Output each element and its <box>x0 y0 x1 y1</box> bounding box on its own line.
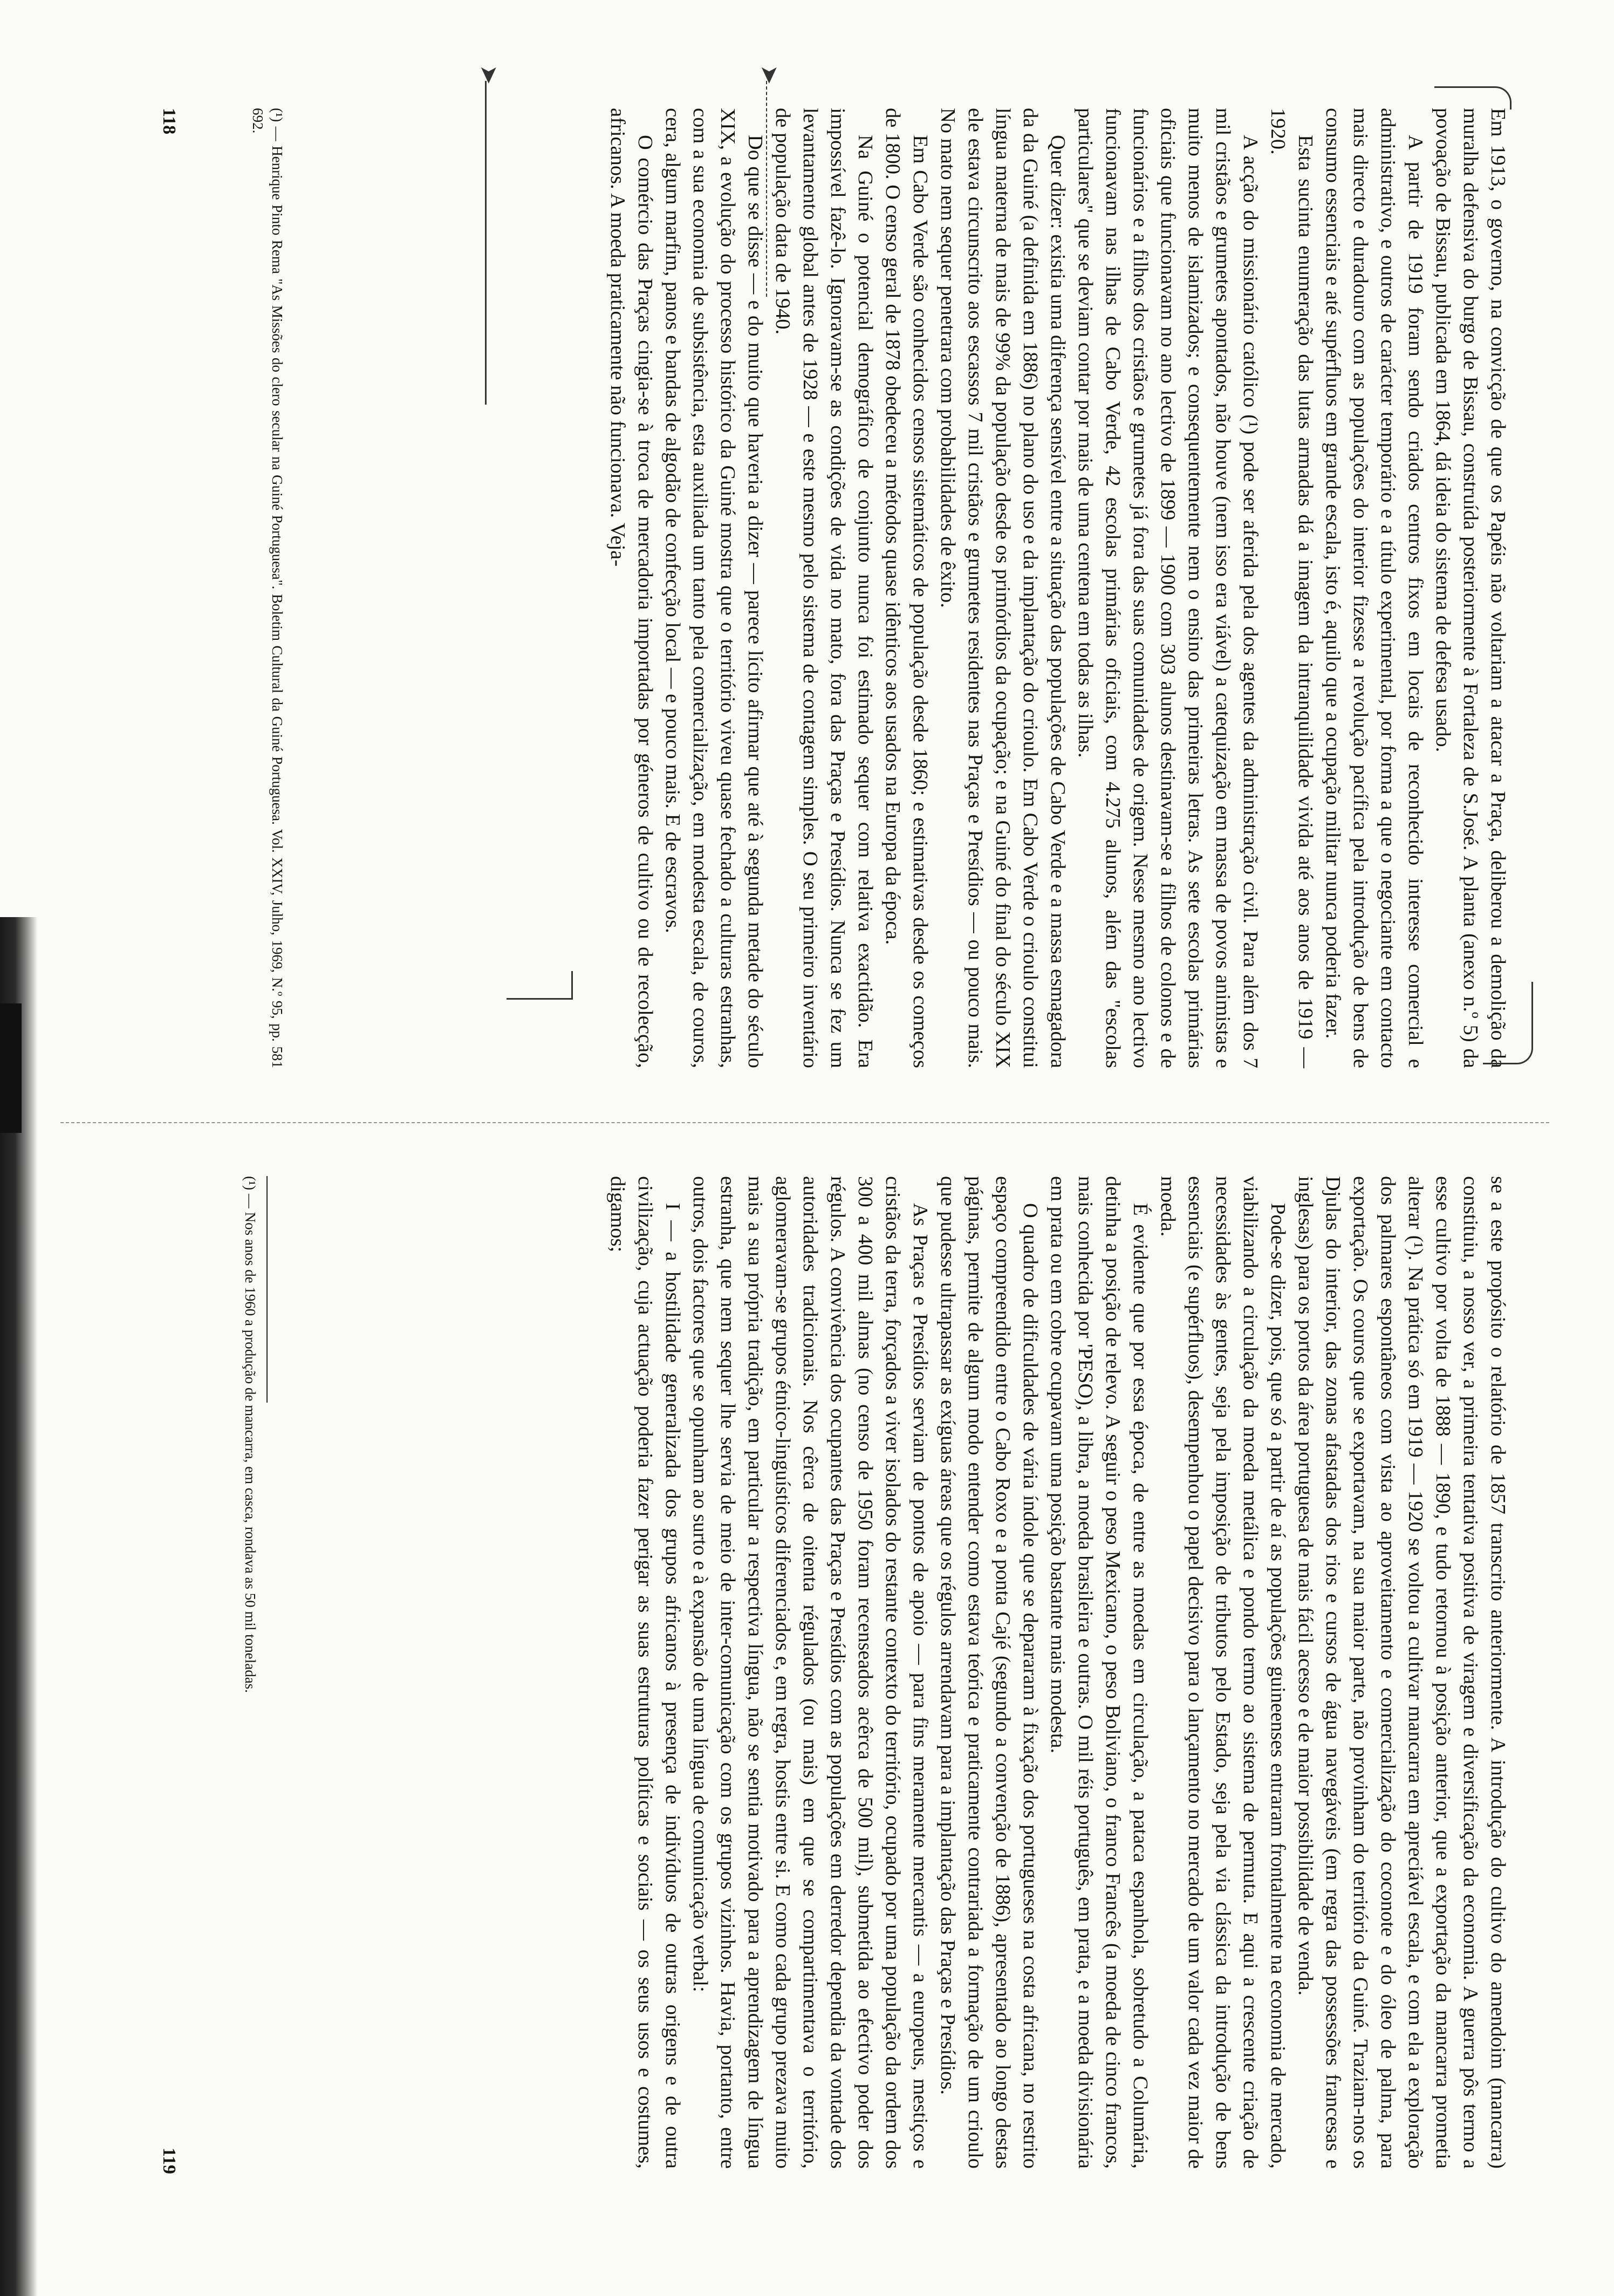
arrowhead-icon-2: ➤ <box>475 65 503 85</box>
right-page-number: 119 <box>159 2147 179 2174</box>
page-fold-line <box>60 1122 1549 1123</box>
arrowhead-icon: ➤ <box>756 65 783 85</box>
left-paragraph-8: Do que se disse — e do muito que haveria a dizer — parece lícito afirmar que até à segunda metade do século XIX, a evolução do processo histórico da Guiné mostra que o território viveu quase fechado a culturas estranhas, com a sua economia de subsistência, esta auxiliada um tanto pela comercialização, em modesta escala, de couros, cera, algum marfim, panos e bandas de algodão de confecção local — e pouco mais. E de escravos. <box>661 108 767 1068</box>
left-paragraph-7: Na Guiné o potencial demográfico de conjunto nunca foi estimado sequer com relativa exactidão. Era impossível fazê-lo. Ignoravam-se as condições de vida no mato, fora das Praças e Presídios. Nunca se fez um levantamento global antes de 1928 — e este mesmo pelo sistema de contagem simples. O seu primeiro inventário de população data de 1940. <box>771 108 877 1068</box>
left-paragraph-9: O comércio das Praças cingia-se à troca de mercadoria importadas por géneros de cultivo ou de recolecção, africanos. A moeda praticamente não funcionava. Veja- <box>606 108 656 1068</box>
left-page <box>71 97 1528 1079</box>
right-paragraph-3: É evidente que por essa época, de entre as moedas em circulação, a pataca espanhola, sobretudo a Columária, detinha a posição de relevo. A seguir o peso Mexicano, o peso Boliviano, o franco Francês (a moeda de cinco francos, mais conhecida por 'PESO), a libra, a moeda brasileira e outras. O mil réis português, em prata, e a moeda divisionária em prata ou em cobre ocupavam uma posição bastante mais modesta. <box>1047 1176 1152 2169</box>
right-paragraph-1: se a este propósito o relatório de 1857 transcrito anteriormente. A introdução do cultivo do amendoim (mancarra) constituiu, a nosso ver, a primeira tentativa positiva de viragem e diversificação da economia. A guerra pôs termo a esse cultivo por volta de 1888 — 1890, e tudo retornou à posição anterior, que a exportação da mancarra prometia alterar (¹). Na prática só em 1919 — 1920 se voltou a cultivar mancarra em apreciável escala, e com ela a exploração dos palmares espontâneos com vista ao aproveitamento e comercialização do coconote e do óleo de palma, para exportação. Os couros que se exportavam, na sua maior parte, não provinham do território da Guiné. Traziam-nos os Djulas do interior, das zonas afastadas dos rios e cursos de água navegáveis (em regra das possessões francesas e inglesas) para os portos da área portuguesa de mais fácil acesso e de maior possibilidade de venda. <box>1294 1176 1509 2169</box>
footnote-rule <box>266 1176 268 1403</box>
left-paragraph-5: Quer dizer: existia uma diferença sensível entre a situação das populações de Cabo Verde e a massa esmagadora da da Guiné (a definida em 1886) no plano do uso e da implantação do crioulo. Em Cabo Verde o crioulo constitui língua materna de mais de 99% da população desde os primórdios da ocupação; e na Guiné do final do século XIX ele estava circunscrito aos escassos 7 mil cristãos e grumetes residentes nas Praças e Presídios — ou pouco mais. No mato nem sequer penetrara com probabilidades de êxito. <box>936 108 1069 1068</box>
right-paragraph-6: I — a hostilidade generalizada dos grupos africanos à presença de indivíduos de outras origens e de outra civilização, cuja actuação poderia fazer perigar as suas estruturas políticas e sociais — os seus usos e costumes, digamos; <box>606 1176 684 2169</box>
right-footnote: (¹) — Nos anos de 1960 a produção de mancarra, em casca, rondava as 50 mil toneladas. <box>242 1176 258 1693</box>
right-page-body <box>604 1176 1512 2169</box>
right-page <box>71 1165 1528 2179</box>
left-paragraph-1: Em 1913, o governo, na convicção de que os Papéis não voltariam a atacar a Praça, deliberou a demolição da muralha defensiva do burgo de Bissau, construída posteriormente à Fortaleza de S.José. A planta (anexo n.º 5) da povoação de Bissau, publicada em 1864, dá ideia do sistema de defesa usado. <box>1432 108 1509 1068</box>
pen-margin-mark <box>1434 86 1512 110</box>
left-paragraph-3: Esta sucinta enumeração das lutas armadas dá a imagem da intranquilidade vivida até aos anos de 1919 — 1920. <box>1267 108 1317 1068</box>
left-paragraph-6: Em Cabo Verde são conhecidos censos sistemáticos de população desde 1860; e estimativas desde os começos de 1800. O censo geral de 1878 obedeceu a métodos quase idênticos aos usados na Europa da época. <box>881 108 932 1068</box>
right-paragraph-4: O quadro de dificuldades de vária índole que se depararam à fixação dos portugueses na costa africana, no restrito espaço compreendido entre o Cabo Roxo e a ponta Cajé (segundo a convenção de 1886), apresentado ao longo destas páginas, permite de algum modo entender como estava teórica e praticamente contrariada a formação de um crioulo que pudesse ultrapassar as exíguas áreas que os régulos arrendavam para a implantação das Praças e Presídios. <box>936 1176 1042 2169</box>
right-paragraph-2: Pode-se dizer, pois, que só a partir de aí as populações guineenses entraram frontalmente na economia de mercado, viabilizando a circulação da moeda metálica e pondo termo ao sistema de permuta. E aqui a crescente criação de necessidades às gentes, seja pela imposição de tributos pelo Estado, seja pela via clássica da introdução de bens essenciais (e supérfluos), desempenhou o papel decisivo para o lançamento no mercado de um valor cada vez maior de moeda. <box>1157 1176 1289 2169</box>
right-paragraph-5: As Praças e Presídios serviam de pontos de apoio — para fins meramente mercantis — a europeus, mestiços e cristãos da terra, forçados a viver isolados do restante contexto do território, ocupado por uma população da ordem dos 300 a 400 mil almas (no censo de 1950 foram recenseados acêrca de 500 mil), submetida ao efectivo poder dos régulos. A convivência dos ocupantes das Praças e Presídios com as populações em derredor dependia da vontade dos autoridades tradicionais. Nos cêrca de oitenta régulados (ou mais) em que se compartimentava o território, aglomeravam-se grupos étnico-linguísticos diferenciados e, em regra, hostis entre si. E como cada grupo prezava muito mais a sua própria tradição, em particular a respectiva língua, não se sentia motivado para a aprendizagem de língua estranha, que nem sequer lhe servia de meio de inter-comunicação com os grupos vizinhos. Havia, portanto, entre outros, dois factores que se opunham ao surto e à expansão de uma língua de comunicação verbal: <box>689 1176 932 2169</box>
pen-arrow-line <box>766 81 767 297</box>
left-page-number: 118 <box>159 108 179 135</box>
left-paragraph-2: A partir de 1919 foram sendo criados centros fixos em locais de reconhecido interesse comercial e administrativo, e outros de carácter temporário e a título experimental, por forma a que o negociante em contacto mais directo e duradouro com as populações do interior fizesse a revolução pacífica pela introdução de bens de consumo essenciais e até supérfluos em grande escala, isto é, aquilo que a ocupação militar nunca poderia fazer. <box>1322 108 1427 1068</box>
left-paragraph-4: A acção do missionário católico (¹) pode ser aferida pela dos agentes da administração civil. Para além dos 7 mil cristãos e grumetes apontados, não houve (nem isso era viável) a catequização em massa de povos animistas e muito menos de islamizados; e consequentemente nem o ensino das primeiras letras. As sete escolas primárias oficiais que funcionavam no ano lectivo de 1899 — 1900 com 303 alunos destinavam-se a filhos de colonos e de funcionários e a filhos dos cristãos e grumetes já fora das suas comunidades de origem. Nesse mesmo ano lectivo funcionavam nas ilhas de Cabo Verde, 42 escolas primárias oficiais, com 4.275 alunos, além das "escolas particulares" que se deviam contar por mais de uma centena em todas as ilhas. <box>1074 108 1262 1068</box>
pen-arrow-line-2 <box>485 81 487 405</box>
pen-bracket-mark-2 <box>507 971 573 1000</box>
left-page-body <box>604 108 1512 1068</box>
left-footnote: (¹) — Henrique Pinto Rema "As Missões do clero secular na Guiné Portuguesa". Boletim Cultural da Guiné Portuguesa. Vol. XXIV, Julho, 1969, N.º 95, pp. 581 692. <box>250 108 285 1068</box>
pen-bracket-mark <box>1483 982 1533 1064</box>
